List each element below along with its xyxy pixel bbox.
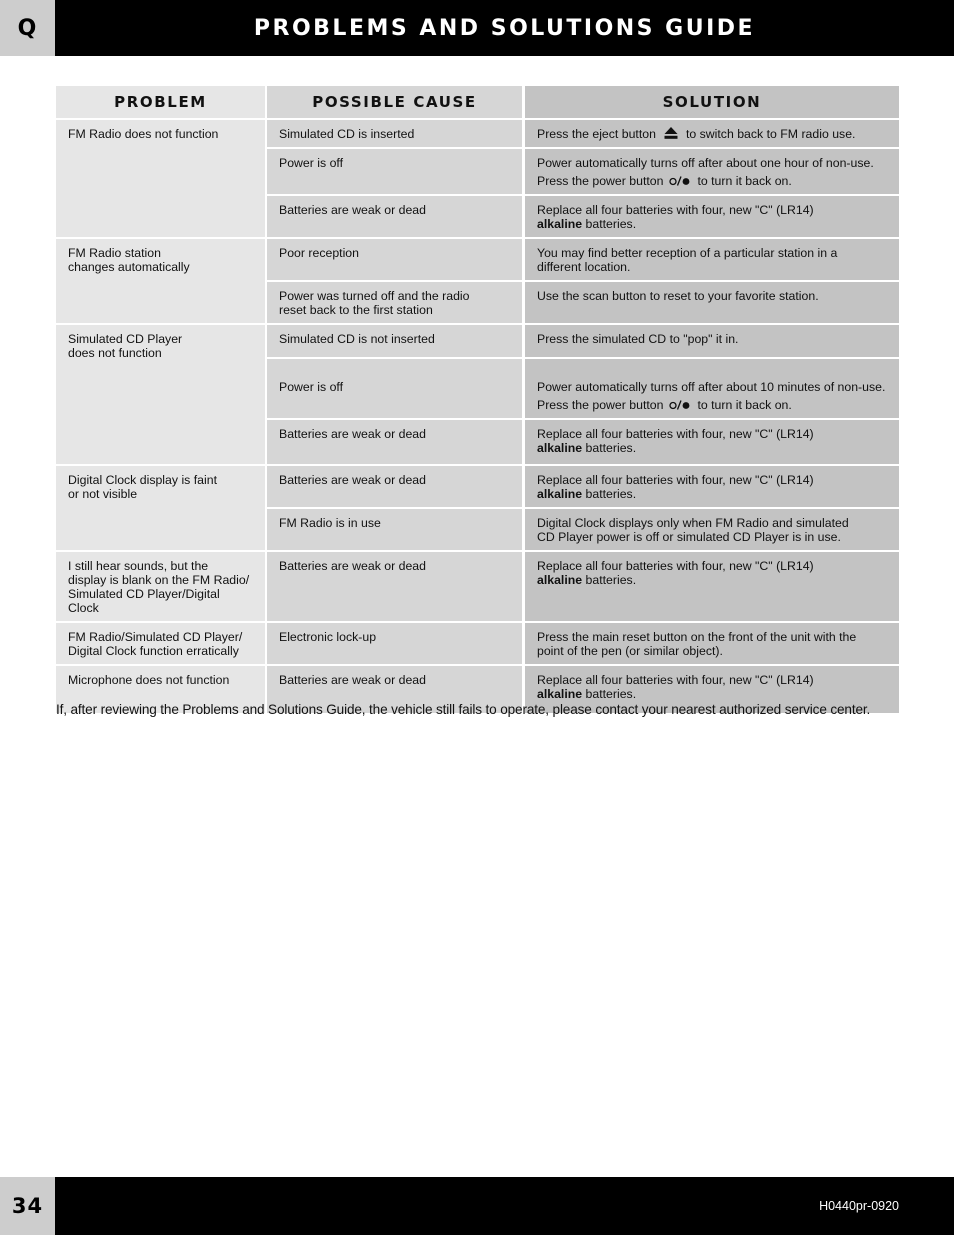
table-row xyxy=(56,623,899,666)
cause-cell: Batteries are weak or dead xyxy=(267,552,525,623)
table-header-row xyxy=(56,86,899,120)
section-letter: Q xyxy=(0,0,55,56)
solution-cell: Replace all four batteries with four, new "C" (LR14) alkaline batteries. xyxy=(525,552,899,623)
cause-cell: Simulated CD is inserted xyxy=(267,120,525,149)
cause-cell: Power is off xyxy=(267,149,525,196)
problems-solutions-table xyxy=(56,86,899,713)
problem-cell: Simulated CD Player does not function xyxy=(56,325,267,466)
column-header-cause: POSSIBLE CAUSE xyxy=(267,86,525,120)
column-header-problem: PROBLEM xyxy=(56,86,267,120)
problem-cell: I still hear sounds, but the display is blank on the FM Radio/ Simulated CD Player/Digital Clock xyxy=(56,552,267,623)
table-row xyxy=(56,466,899,509)
problem-cell: FM Radio does not function xyxy=(56,120,267,239)
solution-cell: Use the scan button to reset to your favorite station. xyxy=(525,282,899,325)
solution-cell: You may find better reception of a particular station in a different location. xyxy=(525,239,899,282)
solution-cell: Replace all four batteries with four, new "C" (LR14) alkaline batteries. xyxy=(525,420,899,466)
table-row xyxy=(56,552,899,623)
cause-cell: Batteries are weak or dead xyxy=(267,666,525,713)
cause-cell: Batteries are weak or dead xyxy=(267,466,525,509)
cause-cell: Power was turned off and the radio reset back to the first station xyxy=(267,282,525,325)
solution-cell: Press the simulated CD to "pop" it in. xyxy=(525,325,899,359)
cause-cell: FM Radio is in use xyxy=(267,509,525,552)
table-row xyxy=(56,239,899,282)
solution-cell: Power automatically turns off after about 10 minutes of non-use. Press the power button to turn it back on. xyxy=(525,359,899,420)
power-toggle-icon xyxy=(669,176,691,186)
service-center-note: If, after reviewing the Problems and Solutions Guide, the vehicle still fails to operate, please contact your nearest authorized service center. xyxy=(56,702,871,717)
solution-cell: Power automatically turns off after about one hour of non-use. Press the power button to turn it back on. xyxy=(525,149,899,196)
problem-cell: FM Radio/Simulated CD Player/ Digital Clock function erratically xyxy=(56,623,267,666)
solution-cell: Replace all four batteries with four, new "C" (LR14) alkaline batteries. xyxy=(525,196,899,239)
solution-cell: Press the eject button to switch back to FM radio use. xyxy=(525,120,899,149)
power-toggle-icon xyxy=(669,400,691,410)
footer-bar xyxy=(0,1177,954,1235)
page-title: PROBLEMS AND SOLUTIONS GUIDE xyxy=(253,15,756,41)
solution-cell: Press the main reset button on the front of the unit with the point of the pen (or similar object). xyxy=(525,623,899,666)
problem-cell: FM Radio station changes automatically xyxy=(56,239,267,325)
document-code: H0440pr-0920 xyxy=(819,1199,899,1213)
problem-cell: Digital Clock display is faint or not visible xyxy=(56,466,267,552)
eject-icon xyxy=(664,127,678,139)
problem-cell: Microphone does not function xyxy=(56,666,267,713)
column-header-solution: SOLUTION xyxy=(525,86,899,120)
solution-cell: Digital Clock displays only when FM Radio and simulated CD Player power is off or simulated CD Player is in use. xyxy=(525,509,899,552)
table-row xyxy=(56,120,899,149)
solution-cell: Replace all four batteries with four, new "C" (LR14) alkaline batteries. xyxy=(525,466,899,509)
solution-cell: Replace all four batteries with four, new "C" (LR14) alkaline batteries. xyxy=(525,666,899,713)
cause-cell: Batteries are weak or dead xyxy=(267,420,525,466)
page-number: 34 xyxy=(0,1177,55,1235)
cause-cell: Poor reception xyxy=(267,239,525,282)
cause-cell: Batteries are weak or dead xyxy=(267,196,525,239)
cause-cell: Power is off xyxy=(267,359,525,420)
table-row xyxy=(56,325,899,359)
cause-cell: Electronic lock-up xyxy=(267,623,525,666)
cause-cell: Simulated CD is not inserted xyxy=(267,325,525,359)
